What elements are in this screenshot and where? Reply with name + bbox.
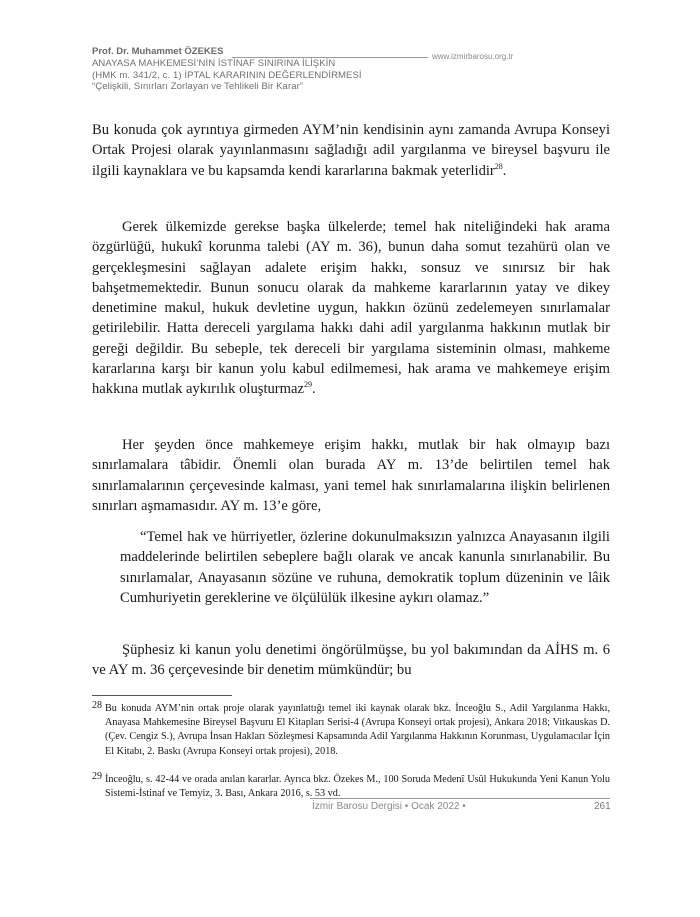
footnote-29-number: 29 — [92, 771, 102, 782]
footer-journal: İzmir Barosu Dergisi • Ocak 2022 • — [312, 801, 466, 812]
paragraph-1-end: . — [502, 162, 507, 179]
page-number: 261 — [594, 801, 611, 812]
footnote-ref-29[interactable]: 29 — [303, 380, 312, 390]
footnote-ref-28[interactable]: 28 — [494, 161, 503, 171]
footnote-rule — [92, 695, 232, 696]
footnote-28-number: 28 — [92, 700, 102, 711]
paragraph-4-text: Şüphesiz ki kanun yolu denetimi öngörülmüşse, bu yol bakımından da AİHS m. 6 ve AY m. 36 çerçevesinde bir denetim mümkündür; bu — [92, 642, 610, 679]
header-title-line-2: (HMK m. 341/2, c. 1) İPTAL KARARININ DEĞERLENDİRMESİ — [92, 69, 362, 81]
paragraph-2-end: . — [311, 381, 316, 398]
paragraph-2-text: Gerek ülkemizde gerekse başka ülkelerde; temel hak niteliğindeki hak arama özgürlüğü, hukukî korunma talebi (AY m. 36), bunun daha somut tezahürü olan ve gerçekleşmesini sağlayan adalete erişim hakkı, sonsuz ve sınırsız bir hak bahşetmemektedir. Bunun sonucu olarak da mahkeme kararlarının yatay ve dikey denetimine makul, hukuk devletine uygun, hakkın özünü zedelemeyen sınırlamalar getirilebilir. Hatta dereceli yargılama hakkı dahi adil yargılanma hakkının mutlak bir gereği değildir. Bu sebeple, tek dereceli bir yargılama sisteminin olması, mahkeme kararlarına karşı bir kanun yolu kabul edilmemesi, hak arama ve mahkemeye erişim hakkına mutlak aykırılık oluşturmaz — [92, 219, 610, 398]
header-title-line-1: ANAYASA MAHKEMESİ’NİN İSTİNAF SINIRINA İLİŞKİN — [92, 58, 336, 69]
footnote-28-text: Bu konuda AYM’nin ortak proje olarak yayınlattığı temel iki kaynak olarak bkz. İnceoğlu S., Adil Yargılanma Hakkı, Anayasa Mahkemesine Bireysel Başvuru El Kitapları Serisi-4 (Avrupa Konseyi ortak projesi), Ankara 2018; Vitkauskas D. (Çev. Cengiz S.), Avrupa İnsan Hakları Sözleşmesi Kapsamında Adil Yargılanma Hakkının Korunması, Uygulamacılar İçin El Kitabı, 2. Baskı (Avrupa Konseyi ortak projesi), 2018. — [105, 703, 610, 757]
paragraph-1 — [92, 120, 610, 181]
block-quote — [120, 527, 610, 608]
paragraph-2 — [92, 217, 610, 400]
header-website: www.izmirbarosu.org.tr — [432, 52, 514, 61]
block-quote-text: “Temel hak ve hürriyetler, özlerine dokunulmaksızın yalnızca Anayasanın ilgili maddelerinde belirtilen sebeplere bağlı olarak ve ancak kanunla sınırlanabilir. Bu sınırlamalar, Anayasanın sözüne ve ruhuna, demokratik toplum düzeninin ve lâik Cumhuriyetin gereklerine ve ölçülülük ilkesine aykırı olamaz.” — [120, 529, 610, 606]
header-rule — [232, 57, 428, 58]
paragraph-4 — [92, 640, 610, 681]
paragraph-3 — [92, 435, 610, 516]
paragraph-1-text: Bu konuda çok ayrıntıya girmeden AYM’nin kendisinin aynı zamanda Avrupa Konseyi Ortak Projesi olarak yayınlanmasını sağladığı adil yargılanma ve bireysel başvuru ile ilgili kaynaklara ve bu kapsamda kendi kararlarına bakmak yeterlidir — [92, 122, 610, 179]
header-title-line-3: “Çelişkili, Sınırları Zorlayan ve Tehlikeli Bir Karar” — [92, 81, 304, 92]
paragraph-3-text: Her şeyden önce mahkemeye erişim hakkı, mutlak bir hak olmayıp bazı sınırlamalara tâbidir. Önemli olan burada AY m. 13’de belirtilen temel hak sınırlamalarının çerçevesinde kalması, yani temel hak sınırlamalarına ilişkin belirlenen sınırları aşmamasıdır. AY m. 13’e göre, — [92, 437, 610, 514]
header-author: Prof. Dr. Muhammet ÖZEKES — [92, 46, 224, 57]
footnote-28 — [92, 702, 610, 759]
footnote-29-text: İnceoğlu, s. 42-44 ve orada anılan kararlar. Ayrıca bkz. Özekes M., 100 Soruda Medenî Usûl Hukukunda Yeni Kanun Yolu Sistemi-İstinaf ve Temyiz, 3. Bası, Ankara 2016, s. 53 vd. — [105, 774, 610, 800]
footer-rule — [310, 798, 610, 799]
